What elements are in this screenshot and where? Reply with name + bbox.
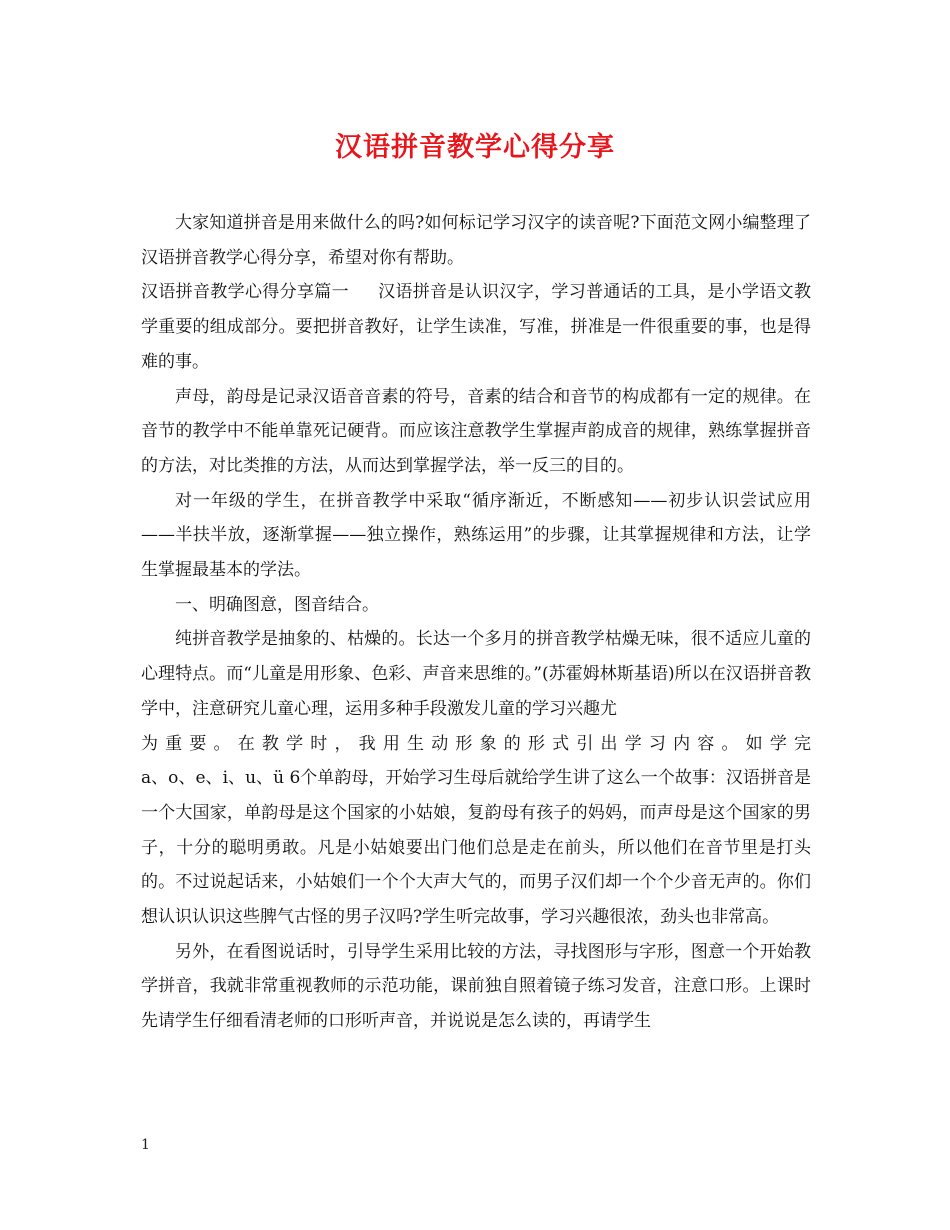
intro-paragraph: 大家知道拼音是用来做什么的吗?如何标记学习汉字的读音呢?下面范文网小编整理了汉语拼音教学心得分享，希望对你有帮助。 bbox=[141, 213, 811, 268]
document-body bbox=[141, 206, 811, 1039]
page-number: 1 bbox=[141, 1137, 150, 1153]
section-label: 汉语拼音教学心得分享篇一 bbox=[141, 282, 349, 303]
abstract-paragraph-part-2: 为重要。在教学时，我用生动形象的形式引出学习内容。如学完 bbox=[141, 733, 811, 754]
abstract-paragraph-part-1: 纯拼音教学是抽象的、枯燥的。长达一个多月的拼音教学枯燥无味，很不适应儿童的心理特点。而“儿童是用形象、色彩、声音来思维的。”(苏霍姆林斯基语)所以在汉语拼音教学中，注意研究儿童心理，运用多种手段激发儿童的学习兴趣尤 bbox=[141, 629, 811, 719]
abstract-paragraph-part-3: a、o、e、i、u、ü 6个单韵母，开始学习生母后就给学生讲了这么一个故事：汉语拼音是一个大国家，单韵母是这个国家的小姑娘，复韵母有孩子的妈妈，而声母是这个国家的男子，十分的聪明勇敢。凡是小姑娘要出门他们总是走在前头，所以他们在音节里是打头的。不过说起话来，小姑娘们一个个大声大气的，而男子汉们却一个个少音无声的。你们想认识认识这些脾气古怪的男子汉吗?学生听完故事，学习兴趣很浓，劲头也非常高。 bbox=[141, 768, 811, 928]
section-text: 汉语拼音是认识汉字，学习普通话的工具，是小学语文教学重要的组成部分。要把拼音教好，让学生读准，写准，拼准是一件很重要的事，也是得难的事。 bbox=[141, 282, 812, 372]
heading-one: 一、明确图意，图音结合。 bbox=[175, 594, 379, 615]
also-paragraph: 另外，在看图说话时，引导学生采用比较的方法，寻找图形与字形，图意一个开始教学拼音，我就非常重视教师的示范功能，课前独自照着镜子练习发音，注意口形。上课时先请学生仔细看清老师的口形听声音，并说说是怎么读的，再请学生 bbox=[141, 941, 811, 1032]
shengmu-paragraph: 声母，韵母是记录汉语音音素的符号，音素的结合和音节的构成都有一定的规律。在音节的教学中不能单靠死记硬背。而应该注意教学生掌握声韵成音的规律，熟练掌握拼音的方法，对比类推的方法，从而达到掌握学法，举一反三的目的。 bbox=[141, 386, 811, 476]
document-title: 汉语拼音教学心得分享 bbox=[335, 132, 615, 163]
grade-one-paragraph: 对一年级的学生，在拼音教学中采取“循序渐近，不断感知——初步认识尝试应用——半扶半放，逐渐掌握——独立操作，熟练运用”的步骤，让其掌握规律和方法，让学生掌握最基本的学法。 bbox=[141, 490, 811, 581]
section-paragraph bbox=[141, 275, 811, 379]
